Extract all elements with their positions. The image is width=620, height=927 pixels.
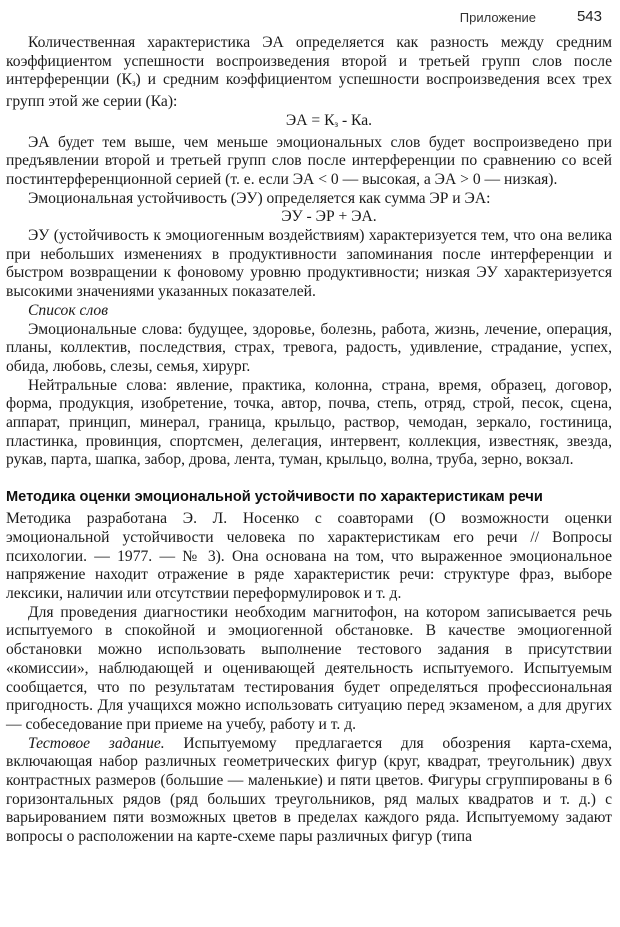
running-header-section: Приложение <box>459 10 536 25</box>
paragraph-eu-interpretation: ЭУ (устойчивость к эмоциогенным воздействиям) характеризуется тем, что она велика при небольших изменениях в продуктивности запоминания после интерференции и быстром возвращении к фоновому уровню продуктивности; низкая ЭУ характеризуется высокими значениями указанных показателей. <box>6 227 612 301</box>
page-number: 543 <box>576 8 602 25</box>
formula-eu: ЭУ - ЭР + ЭА. <box>281 208 377 226</box>
paragraph-ea-interpretation: ЭА будет тем выше, чем меньше эмоциональных слов будет воспроизведено при предъявлении второй и третьей групп слов после интерференции по сравнению со всей постинтерференционной серией (т. е. если ЭА < 0 — высокая, а ЭА > 0 — низкая). <box>6 133 612 188</box>
paragraph-method-origin: Методика разработана Э. Л. Носенко с соавторами (О возможности оценки эмоциональной устойчивости человека по характеристикам его речи // Вопросы психологии. — 1977. — № 3). Она основана на том, что выраженное эмоциональное напряжение находит отражение в ряде характеристик речи: структуре фраз, выборе лексики, наличии или отсутствии переформулировок и т. д. <box>6 510 612 602</box>
paragraph-procedure: Для проведения диагностики необходим магнитофон, на котором записывается речь испытуемого в спокойной и эмоциогенной обстановке. В качестве эмоциогенной обстановки можно использовать выполнение тестового задания в присутствии «комиссии», наблюдающей и оценивающей деятельность испытуемого. Испытуемым сообщается, что по результатам тестирования будет определяться профессиональная пригодность. Для учащихся можно использовать ситуацию перед экзаменом, а для других — собеседование при приеме на учебу, работу и т. д. <box>6 603 612 733</box>
formula-ea: ЭА = $К_з$ - Ка. <box>285 111 373 129</box>
paragraph-test-task: Тестовое задание. Испытуемому предлагается для обозрения карта-схема, включающая набор различных геометрических фигур (круг, квадрат, треугольник) двух контрастных размеров (большие — маленькие) и пяти цветов. Фигуры сгруппированы в 6 горизонтальных рядов (ряд больших треугольников, ряд малых квадратов и т. д.) с варьированием пяти возможных цветов в пределах каждого ряда. Испытуемому задают вопросы о расположении на карте-схеме пары различных фигур (типа <box>6 734 612 846</box>
word-list-title: Список слов <box>28 301 108 319</box>
section-heading: Методика оценки эмоциональной устойчивости по характеристикам речи <box>6 489 543 506</box>
running-header <box>6 0 612 34</box>
emotional-words-list: Эмоциональные слова: будущее, здоровье, болезнь, работа, жизнь, лечение, операция, планы, коллектив, последствия, страх, тревога, радость, удивление, страдание, успех, обида, любовь, слезы, семья, хирург. <box>6 320 612 375</box>
paragraph-ea-definition: Количественная характеристика ЭА определяется как разность между средним коэффициентом успешности воспроизведения второй и третьей групп слов после интерференции $(К_з)$ и средним коэффициентом успешности воспроизведения всех трех групп этой же серии (Ка): <box>6 34 612 111</box>
neutral-words-list: Нейтральные слова: явление, практика, колонна, страна, время, образец, договор, форма, продукция, изобретение, точка, автор, почва, степь, отряд, строй, песок, сцена, аппарат, принцип, минерал, граница, крыльцо, раствор, чемодан, зеркало, гостиница, пластинка, провинция, спортсмен, делегация, интервент, коллекция, известняк, звезда, рукав, парта, шапка, забор, дрова, лента, туман, крыльцо, волна, труба, зерно, вокзал. <box>6 376 612 469</box>
paragraph-eu-definition: Эмоциональная устойчивость (ЭУ) определяется как сумма ЭР и ЭА: <box>28 189 491 207</box>
